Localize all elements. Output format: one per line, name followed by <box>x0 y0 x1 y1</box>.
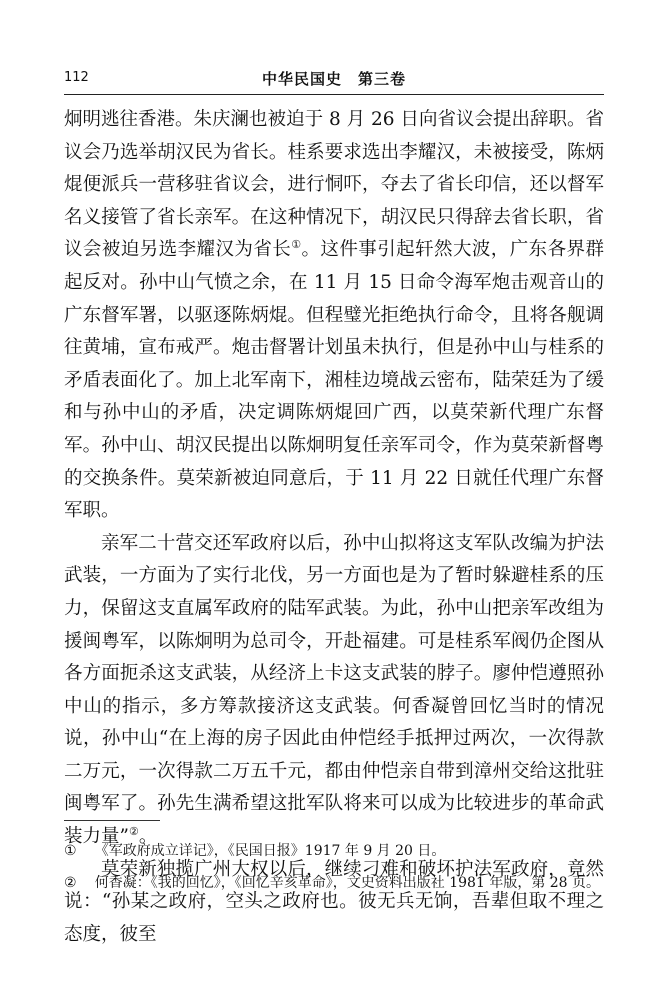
running-title: 中华民国史 第三卷 <box>261 70 406 88</box>
footnotes <box>64 838 604 902</box>
footnote-2-text: 何香凝：《我的回忆》，《回忆辛亥革命》，文史资料出版社 1981 年版，第 28 页。 <box>94 875 601 891</box>
page-header <box>64 68 604 94</box>
footnote-1-mark: ① <box>64 843 77 859</box>
paragraph-2-text-b: 。 <box>138 826 158 848</box>
paragraph-1-text-a: 炯明逃往香港。朱庆澜也被迫于 8 月 26 日向省议会提出辞职。省议会乃选举胡汉民为省长。桂系要求选出李耀汉，未被接受，陈炳焜便派兵一营移驻省议会，进行恫吓，夺去了省长印信，还以督军名义接管了省长亲军。在这种情况下，胡汉民只得辞去省长职，省议会被迫另选李耀汉为省长 <box>64 109 604 261</box>
header-rule <box>64 94 604 95</box>
footnote-rule <box>64 820 160 821</box>
paragraph-2-text-a: 亲军二十营交还军政府以后，孙中山拟将这支军队改编为护法武装，一方面为了实行北伐，另一方面也是为了暂时躲避桂系的压力，保留这支直属军政府的陆军武装。为此，孙中山把亲军改组为援闽粤军，以陈炯明为总司令，开赴福建。可是桂系军阀仍企图从各方面扼杀这支武装，从经济上卡这支武装的脖子。廖仲恺遵照孙中山的指示，多方筹款接济这支武装。何香凝曾回忆当时的情况说，孙中山“在上海的房子因此由仲恺经手抵押过两次，一次得款二万元，一次得款二万五千元，都由仲恺亲自带到漳州交给这批驻闽粤军了。孙先生满希望这批军队将来可以成为比较进步的革命武装力量” <box>64 532 604 848</box>
footnote-1 <box>64 838 604 864</box>
footnote-ref-2[interactable]: ② <box>128 824 139 838</box>
paragraph-2 <box>64 528 604 854</box>
body-text <box>64 104 604 951</box>
footnote-2 <box>64 870 604 896</box>
footnote-1-text: 《军政府成立详记》，《民国日报》1917 年 9 月 20 日。 <box>94 843 446 859</box>
page-number: 112 <box>64 70 89 85</box>
paragraph-1-text-b: 。这件事引起轩然大波，广东各界群起反对。孙中山气愤之余，在 11 月 15 日命令海军炮击观音山的广东督军署，以驱逐陈炳焜。但程璧光拒绝执行命令，且将各舰调往黄埔，宣布戒严。炮击督署计划虽未执行，但是孙中山与桂系的矛盾表面化了。加上北军南下，湘桂边境战云密布，陆荣廷为了缓和与孙中山的矛盾，决定调陈炳焜回广西，以莫荣新代理广东督军。孙中山、胡汉民提出以陈炯明复任亲军司令，作为莫荣新督粤的交换条件。莫荣新被迫同意后，于 11 月 22 日就任代理广东督军职。 <box>64 239 604 522</box>
paragraph-1 <box>64 104 604 528</box>
footnote-ref-1[interactable]: ① <box>291 238 302 252</box>
footnote-2-mark: ② <box>64 875 77 891</box>
paragraph-3: 莫荣新独揽广州大权以后，继续刁难和破坏护法军政府，竟然说：“孙某之政府，空头之政府也。彼无兵无饷，吾辈但取不理之态度，彼至 <box>64 858 604 945</box>
